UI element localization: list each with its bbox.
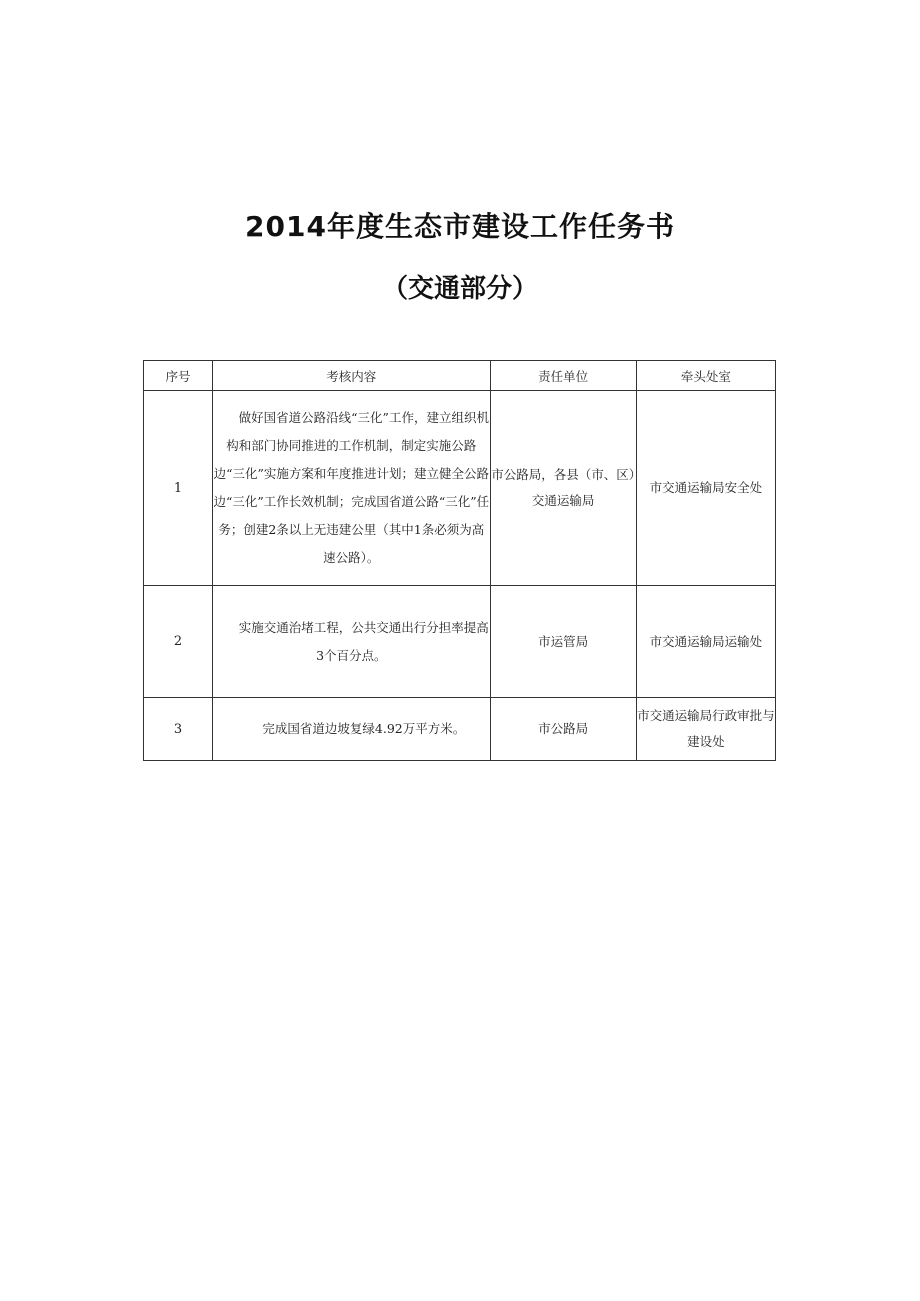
table-row — [144, 586, 776, 698]
row-seq: 1 — [144, 391, 213, 586]
header-lead: 牵头处室 — [636, 361, 775, 391]
row-content-text: 做好国省道公路沿线“三化”工作，建立组织机构和部门协同推进的工作机制，制定实施公路边“三化”实施方案和年度推进计划；建立健全公路边“三化”工作长效机制；完成国省道公路“三化”任务；创建2条以上无违建公里（其中1条必须为高速公路）。 — [213, 410, 490, 565]
table-row — [144, 698, 776, 761]
row-content — [213, 586, 490, 698]
row-content-text: 完成国省道边坡复绿4.92万平方米。 — [262, 721, 466, 736]
row-content-text: 实施交通治堵工程，公共交通出行分担率提高3个百分点。 — [238, 619, 489, 663]
row-lead: 市交通运输局行政审批与建设处 — [636, 698, 775, 761]
row-content — [213, 391, 490, 586]
header-unit: 责任单位 — [490, 361, 636, 391]
row-lead: 市交通运输局安全处 — [636, 391, 775, 586]
row-seq: 2 — [144, 586, 213, 698]
row-unit: 市公路局 — [490, 698, 636, 761]
row-content — [213, 698, 490, 761]
document-subtitle: （交通部分） — [381, 274, 538, 304]
row-seq: 3 — [144, 698, 213, 761]
row-unit: 市公路局，各县（市、区）交通运输局 — [490, 391, 636, 586]
header-seq: 序号 — [144, 361, 213, 391]
task-table — [143, 360, 776, 761]
table-header-row — [144, 361, 776, 391]
header-content: 考核内容 — [213, 361, 490, 391]
table-row — [144, 391, 776, 586]
row-lead: 市交通运输局运输处 — [636, 586, 775, 698]
document-title: 2014年度生态市建设工作任务书 — [245, 210, 675, 243]
row-unit: 市运管局 — [490, 586, 636, 698]
